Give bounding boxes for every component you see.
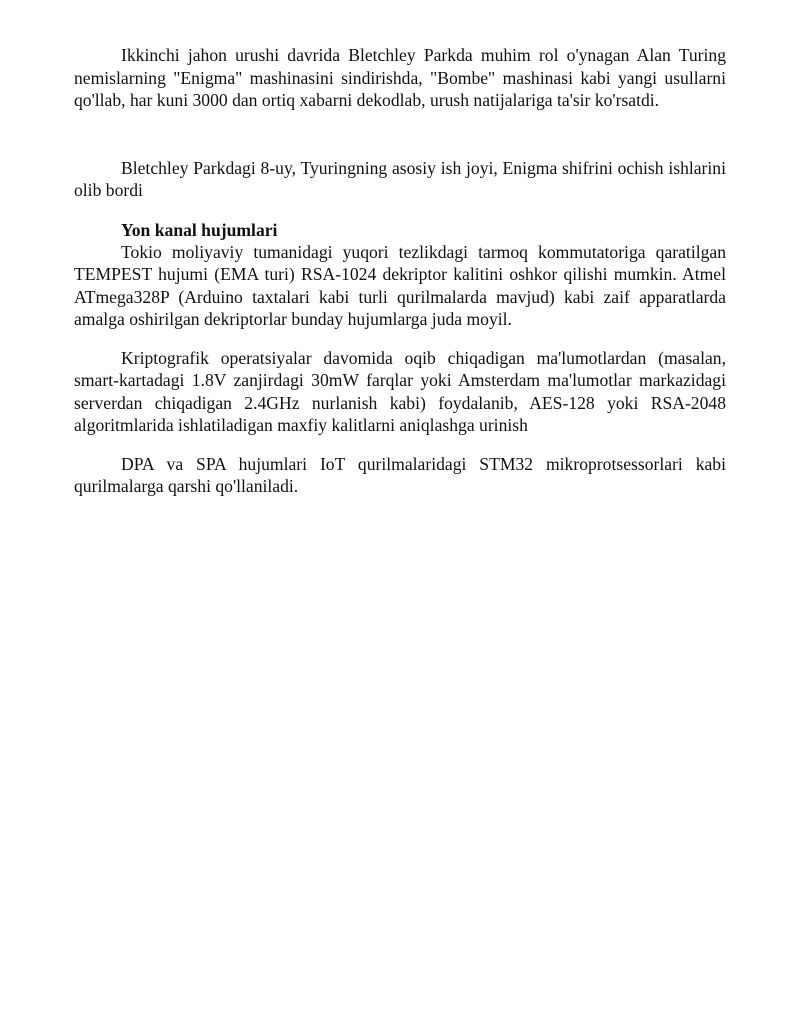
paragraph-tempest: Tokio moliyaviy tumanidagi yuqori tezlikdagi tarmoq kommutatoriga qaratilgan TEMPEST hujumi (EMA turi) RSA-1024 dekriptor kalitini oshkor qilishi mumkin. Atmel ATmega328P (Arduino taxtalari kabi turli qurilmalarda mavjud) kabi zaif apparatlarda amalga oshirilgan dekriptorlar bunday hujumlarga juda moyil. xyxy=(74,241,726,329)
section-heading: Yon kanal hujumlari xyxy=(121,219,278,240)
spacer xyxy=(74,437,726,453)
spacer xyxy=(74,331,726,347)
paragraph-dpa-spa: DPA va SPA hujumlari IoT qurilmalaridagi STM32 mikroprotsessorlari kabi qurilmalarga qarshi qo'llaniladi. xyxy=(74,453,726,496)
paragraph-crypto-leak: Kriptografik operatsiyalar davomida oqib chiqadigan ma'lumotlardan (masalan, smart-kartadagi 1.8V zanjirdagi 30mW farqlar yoki Amsterdam ma'lumotlar markazidagi serverdan chiqadigan 2.4GHz nurlanish kabi) foydalanib, AES-128 yoki RSA-2048 algoritmlarida ishlatiladigan maxfiy kalitlarni aniqlashga urinish xyxy=(74,347,726,435)
spacer xyxy=(74,202,726,219)
paragraph-turing: Ikkinchi jahon urushi davrida Bletchley Parkda muhim rol o'ynagan Alan Turing nemislarning "Enigma" mashinasini sindirishda, "Bombe" mashinasi kabi yangi usullarni qo'llab, har kuni 3000 dan ortiq xabarni dekodlab, urush natijalariga ta'sir ko'rsatdi. xyxy=(74,45,726,110)
caption-bletchley: Bletchley Parkdagi 8-uy, Tyuringning asosiy ish joyi, Enigma shifrini ochish ishlarini olib bordi xyxy=(74,157,726,200)
document-page xyxy=(74,44,726,498)
spacer xyxy=(74,112,726,157)
